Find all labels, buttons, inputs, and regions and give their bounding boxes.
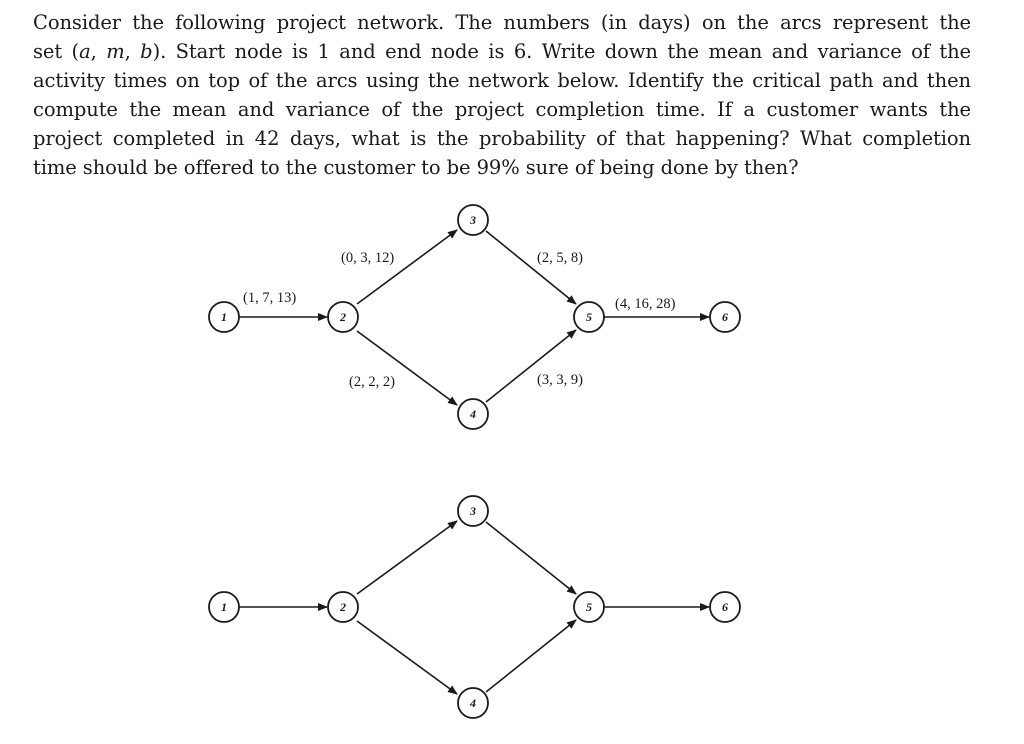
node-5 <box>574 302 604 332</box>
blank-node-label-6: 6 <box>722 600 728 614</box>
blank-node-label-2: 2 <box>340 600 346 614</box>
problem-line-5: project completed in 42 days, what is the probability of that happening? What completion <box>33 127 971 150</box>
node-6 <box>710 302 740 332</box>
node-label-5: 5 <box>586 310 592 324</box>
problem-line-6: time should be offered to the customer to be 99% sure of being done by then? <box>33 156 799 179</box>
arc-label-2-3: (0, 3, 12) <box>341 250 395 266</box>
blank-node-3 <box>458 496 488 526</box>
arc-label-5-6: (4, 16, 28) <box>615 296 676 312</box>
blank-node-label-3: 3 <box>470 504 476 518</box>
network-labeled <box>209 205 740 429</box>
blank-node-6 <box>710 592 740 622</box>
blank-arc-2-4 <box>357 621 457 694</box>
blank-node-label-1: 1 <box>221 600 227 614</box>
problem-line-4: compute the mean and variance of the project completion time. If a customer wants the <box>33 98 971 121</box>
node-4 <box>458 399 488 429</box>
arc-label-1-2: (1, 7, 13) <box>243 290 297 306</box>
blank-arc-4-5 <box>486 620 576 692</box>
node-2 <box>328 302 358 332</box>
problem-line-2: set (a, m, b). Start node is 1 and end node is 6. Write down the mean and variance of the <box>33 40 971 63</box>
arc-2-3 <box>357 230 457 304</box>
blank-arc-3-5 <box>486 522 576 594</box>
node-label-2: 2 <box>340 310 346 324</box>
blank-arc-2-3 <box>357 521 457 594</box>
arc-3-5 <box>486 231 576 304</box>
blank-node-1 <box>209 592 239 622</box>
problem-line-1: Consider the following project network. The numbers (in days) on the arcs represent the <box>33 11 971 34</box>
blank-node-label-5: 5 <box>586 600 592 614</box>
network-blank <box>209 496 740 718</box>
node-label-1: 1 <box>221 310 227 324</box>
blank-node-2 <box>328 592 358 622</box>
arc-4-5 <box>486 330 576 402</box>
node-label-6: 6 <box>722 310 728 324</box>
node-label-3: 3 <box>470 213 476 227</box>
arc-label-3-5: (2, 5, 8) <box>537 250 583 266</box>
node-3 <box>458 205 488 235</box>
arc-label-4-5: (3, 3, 9) <box>537 372 583 388</box>
arc-label-2-4: (2, 2, 2) <box>349 374 395 390</box>
blank-node-4 <box>458 688 488 718</box>
arc-2-4 <box>357 331 457 405</box>
node-label-4: 4 <box>470 407 476 421</box>
blank-node-label-4: 4 <box>470 696 476 710</box>
problem-line-3: activity times on top of the arcs using the network below. Identify the critical path and then <box>33 69 971 92</box>
node-1 <box>209 302 239 332</box>
blank-node-5 <box>574 592 604 622</box>
